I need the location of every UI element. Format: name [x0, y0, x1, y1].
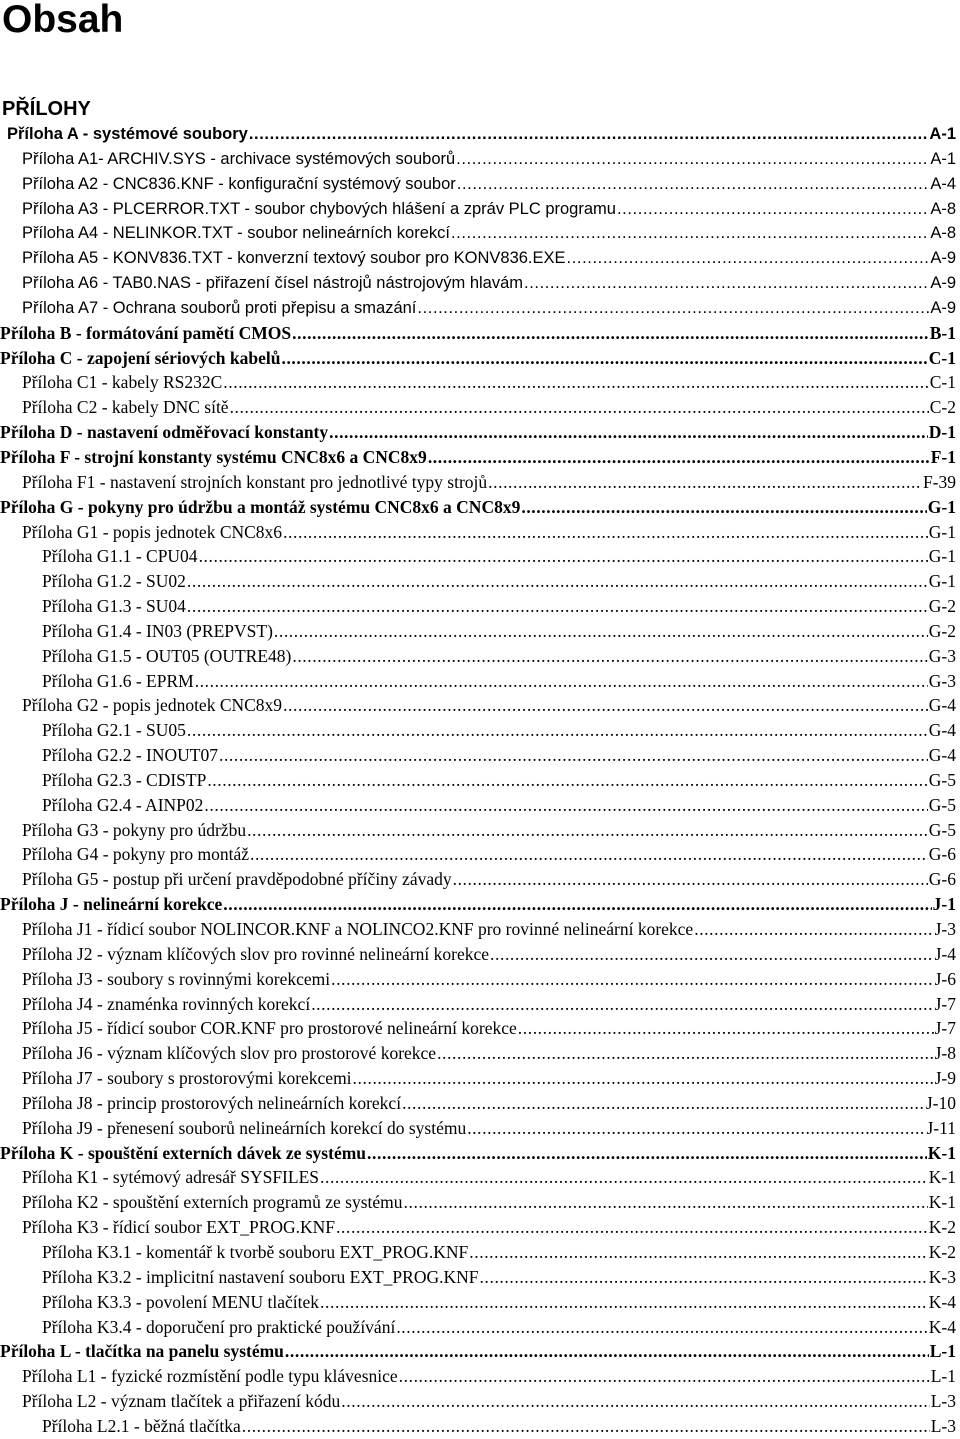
toc-entry-page-number: G-3: [928, 670, 956, 691]
dot-leader: [404, 1190, 928, 1215]
toc-entry[interactable]: [0, 793, 956, 818]
toc-entry-page-number: G-1: [928, 571, 956, 592]
toc-entry-page-number: A-8: [930, 224, 956, 243]
toc-entry[interactable]: [0, 967, 956, 992]
toc-entry[interactable]: [0, 1190, 956, 1215]
toc-entry-page-number: B-1: [929, 322, 956, 343]
toc-entry-page-number: G-4: [928, 695, 956, 716]
toc-entry[interactable]: [0, 520, 956, 545]
dot-leader: [329, 420, 928, 445]
toc-entry-label: Příloha G4 - pokyny pro montáž: [22, 844, 249, 865]
toc-entry-page-number: D-1: [928, 422, 956, 443]
dot-leader: [274, 619, 928, 644]
toc-entry-label: Příloha K2 - spouštění externích programů ze systému: [22, 1192, 403, 1213]
toc-entry[interactable]: [0, 1041, 956, 1066]
toc-entry-label: Příloha L - tlačítka na panelu systému: [0, 1341, 284, 1362]
toc-entry[interactable]: [0, 743, 956, 768]
toc-entry-label: Příloha J - nelineární korekce: [0, 894, 223, 915]
toc-entry-label: Příloha A1- ARCHIV.SYS - archivace systémových souborů: [22, 149, 456, 168]
dot-leader: [694, 917, 933, 942]
dot-leader: [242, 1414, 930, 1439]
toc-entry-label: Příloha D - nastavení odměřovací konstanty: [0, 422, 329, 443]
dot-leader: [223, 892, 931, 917]
toc-entry-label: Příloha J3 - soubory s rovinnými korekcemi: [22, 968, 331, 989]
toc-entry-label: Příloha B - formátování pamětí CMOS: [0, 322, 292, 343]
toc-entry-page-number: J-9: [934, 1068, 956, 1089]
toc-entry-page-number: G-5: [928, 769, 956, 790]
dot-leader: [457, 172, 930, 197]
dot-leader: [283, 520, 928, 545]
toc-entry[interactable]: [0, 768, 956, 793]
dot-leader: [320, 1290, 928, 1315]
toc-entry[interactable]: [0, 992, 956, 1017]
toc-entry[interactable]: [0, 669, 956, 694]
toc-entry[interactable]: [0, 1389, 956, 1414]
dot-leader: [199, 544, 928, 569]
toc-entry[interactable]: [0, 1141, 956, 1166]
toc-entry-page-number: J-7: [934, 993, 956, 1014]
toc-entry-page-number: J-6: [934, 968, 956, 989]
toc-entry-label: Příloha K1 - sytémový adresář SYSFILES: [22, 1167, 319, 1188]
toc-entry[interactable]: [0, 1215, 956, 1240]
toc-entry-page-number: G-1: [928, 546, 956, 567]
toc-entry[interactable]: [0, 619, 956, 644]
toc-entry-label: Příloha G1.5 - OUT05 (OUTRE48): [42, 645, 292, 666]
toc-entry-label: Příloha G2.1 - SU05: [42, 720, 186, 741]
toc-entry[interactable]: [0, 1091, 956, 1116]
toc-entry-label: Příloha K3.1 - komentář k tvorbě souboru EXT_PROG.KNF: [42, 1241, 469, 1262]
dot-leader: [453, 867, 928, 892]
toc-entry[interactable]: [0, 644, 956, 669]
toc-entry[interactable]: [0, 942, 956, 967]
dot-leader: [187, 594, 928, 619]
dot-leader: [456, 147, 929, 172]
toc-entry-label: Příloha L1 - fyzické rozmístění podle typu klávesnice: [22, 1366, 398, 1387]
dot-leader: [195, 669, 928, 694]
toc-entry-label: Příloha J1 - řídicí soubor NOLINCOR.KNF a NOLINCO2.KNF pro rovinné nelineární korekce: [22, 919, 694, 939]
dot-leader: [341, 1389, 929, 1414]
toc-entry[interactable]: [0, 445, 956, 470]
toc-entry[interactable]: [0, 246, 956, 271]
toc-entry-page-number: K-2: [928, 1217, 956, 1238]
dot-leader: [249, 122, 929, 147]
toc-entry-page-number: K-1: [928, 1167, 956, 1188]
dot-leader: [521, 495, 926, 520]
toc-entry-page-number: J-10: [925, 1092, 956, 1113]
toc-entry-page-number: J-11: [926, 1117, 956, 1138]
toc-entry[interactable]: [0, 1315, 956, 1340]
toc-entry-label: Příloha K3.2 - implicitní nastavení souboru EXT_PROG.KNF: [42, 1266, 479, 1287]
toc-entry[interactable]: [0, 147, 956, 172]
toc-entry-label: Příloha J6 - význam klíčových slov pro prostorové korekce: [22, 1043, 437, 1064]
toc-entry[interactable]: [0, 818, 956, 843]
toc-entry-label: Příloha A7 - Ochrana souborů proti přepisu a smazání: [22, 298, 417, 317]
dot-leader: [219, 743, 928, 768]
dot-leader: [451, 221, 929, 246]
toc-entry-page-number: G-2: [928, 620, 956, 641]
toc-entry-label: Příloha G1.3 - SU04: [42, 596, 186, 617]
dot-leader: [353, 1066, 934, 1091]
toc-entry[interactable]: [0, 271, 956, 296]
toc-entry-page-number: K-1: [927, 1142, 956, 1163]
dot-leader: [311, 992, 933, 1017]
toc-entry-page-number: G-1: [928, 521, 956, 542]
toc-entry-label: Příloha J2 - význam klíčových slov pro rovinné nelineární korekce: [22, 943, 490, 964]
toc-entry-label: Příloha G3 - pokyny pro údržbu: [22, 819, 247, 840]
toc-entry-label: Příloha G1.1 - CPU04: [42, 546, 198, 567]
toc-entry[interactable]: [0, 197, 956, 222]
toc-entry-page-number: J-7: [934, 1018, 956, 1039]
toc-entry-label: Příloha G - pokyny pro údržbu a montáž systému CNC8x6 a CNC8x9: [0, 496, 521, 517]
toc-entry-label: Příloha K3 - řídicí soubor EXT_PROG.KNF: [22, 1217, 336, 1238]
toc-entry-label: Příloha G1 - popis jednotek CNC8x6: [22, 521, 283, 542]
toc-entry-page-number: K-2: [928, 1241, 956, 1262]
toc-entry-label: Příloha G1.4 - IN03 (PREPVST): [42, 620, 273, 641]
toc-entry-page-number: K-3: [928, 1266, 956, 1287]
toc-entry-label: Příloha L2 - význam tlačítek a přiřazení kódu: [22, 1391, 341, 1412]
toc-entry-page-number: L-3: [930, 1415, 956, 1436]
toc-entry-page-number: A-9: [930, 298, 956, 317]
dot-leader: [250, 842, 928, 867]
dot-leader: [285, 1339, 929, 1364]
toc-entry[interactable]: [0, 867, 956, 892]
toc-entry[interactable]: [0, 1339, 956, 1364]
toc-entry[interactable]: [0, 172, 956, 197]
dot-leader: [367, 1141, 927, 1166]
toc-entry-page-number: G-6: [928, 869, 956, 890]
toc-entry-page-number: G-4: [928, 745, 956, 766]
toc-entry[interactable]: [0, 1066, 956, 1091]
dot-leader: [292, 321, 929, 346]
toc-entry[interactable]: [0, 693, 956, 718]
dot-leader: [187, 718, 928, 743]
toc-entry[interactable]: [0, 1290, 956, 1315]
dot-leader: [518, 1016, 934, 1041]
dot-leader: [331, 967, 933, 992]
dot-leader: [490, 942, 934, 967]
toc-entry-label: Příloha K3.3 - povolení MENU tlačítek: [42, 1291, 320, 1312]
toc-entry[interactable]: [0, 569, 956, 594]
dot-leader: [617, 197, 929, 222]
dot-leader: [247, 818, 928, 843]
toc-entry[interactable]: [0, 594, 956, 619]
dot-leader: [437, 1041, 934, 1066]
toc-entry-page-number: G-3: [928, 645, 956, 666]
toc-entry-label: Příloha J7 - soubory s prostorovými korekcemi: [22, 1068, 352, 1089]
toc-entry-label: Příloha C1 - kabely RS232C: [22, 372, 223, 393]
toc-entry-label: Příloha A4 - NELINKOR.TXT - soubor nelineárních korekcí: [22, 224, 450, 243]
toc-entry-page-number: G-4: [928, 720, 956, 741]
toc-entry-page-number: G-5: [928, 794, 956, 815]
toc-entry-label: Příloha A2 - CNC836.KNF - konfigurační systémový soubor: [22, 174, 456, 193]
toc-entry[interactable]: [0, 718, 956, 743]
toc-entry-page-number: J-4: [934, 943, 956, 964]
toc-entry-page-number: K-1: [928, 1192, 956, 1213]
toc-entry-label: Příloha A5 - KONV836.TXT - konverzní textový soubor pro KONV836.EXE: [22, 249, 566, 268]
toc-entry-label: Příloha J5 - řídicí soubor COR.KNF pro prostorové nelineární korekce: [22, 1018, 517, 1039]
toc-entry-label: Příloha G5 - postup při určení pravděpodobné příčiny závady: [22, 869, 452, 890]
dot-leader: [402, 1091, 925, 1116]
toc-entry[interactable]: [0, 122, 956, 147]
toc-entry[interactable]: [0, 395, 956, 420]
toc-entry-label: Příloha A3 - PLCERROR.TXT - soubor chybových hlášení a zpráv PLC programu: [22, 199, 616, 218]
toc-entry[interactable]: [0, 495, 956, 520]
toc-entry[interactable]: [0, 370, 956, 395]
toc-entry-label: Příloha G2.4 - AINP02: [42, 794, 204, 815]
section-heading: PŘÍLOHY: [2, 98, 91, 120]
dot-leader: [292, 644, 927, 669]
toc-entry[interactable]: [0, 1265, 956, 1290]
toc-entry[interactable]: [0, 1240, 956, 1265]
toc-entry[interactable]: [0, 1116, 956, 1141]
toc-entry-label: Příloha J4 - znaménka rovinných korekcí: [22, 993, 311, 1014]
toc-entry-label: Příloha G2.3 - CDISTP: [42, 769, 207, 790]
dot-leader: [428, 445, 930, 470]
toc-entry[interactable]: [0, 321, 956, 346]
dot-leader: [524, 271, 929, 296]
toc-entry-page-number: A-9: [930, 274, 956, 293]
toc-entry-label: Příloha C2 - kabely DNC sítě: [22, 397, 229, 418]
toc-entry-label: Příloha F1 - nastavení strojních konstant pro jednotlivé typy strojů: [22, 471, 488, 492]
dot-leader: [480, 1265, 928, 1290]
dot-leader: [396, 1315, 927, 1340]
dot-leader: [467, 1116, 925, 1141]
toc-entry-page-number: G-2: [928, 596, 956, 617]
toc-entry[interactable]: [0, 1165, 956, 1190]
toc-entry-page-number: C-2: [929, 397, 956, 418]
toc-entry[interactable]: [0, 892, 956, 917]
dot-leader: [469, 1240, 928, 1265]
toc-entry-label: Příloha G2 - popis jednotek CNC8x9: [22, 695, 283, 716]
toc-entry[interactable]: [0, 470, 956, 495]
toc-entry-page-number: C-1: [929, 372, 956, 393]
toc-entry-page-number: G-5: [928, 819, 956, 840]
dot-leader: [320, 1165, 928, 1190]
toc-entry-page-number: J-8: [934, 1043, 956, 1064]
toc-entry-page-number: A-1: [930, 149, 956, 168]
toc-entry-label: Příloha A - systémové soubory: [7, 125, 248, 143]
dot-leader: [488, 470, 922, 495]
toc-entry-page-number: A-1: [929, 125, 956, 143]
toc-entry[interactable]: [0, 1016, 956, 1041]
dot-leader: [223, 370, 928, 395]
toc-entry-label: Příloha G2.2 - INOUT07: [42, 745, 218, 766]
toc-entry-page-number: K-4: [928, 1316, 956, 1337]
toc-entry-label: Příloha C - zapojení sériových kabelů: [0, 347, 281, 368]
toc-entry-label: Příloha F - strojní konstanty systému CNC8x6 a CNC8x9: [0, 446, 427, 467]
toc-entry-label: Příloha K - spouštění externích dávek ze systému: [0, 1142, 367, 1163]
toc-entry[interactable]: [0, 917, 956, 942]
toc-entry-page-number: C-1: [928, 347, 956, 368]
toc-entry-page-number: J-3: [934, 919, 956, 939]
dot-leader: [207, 768, 927, 793]
toc-entry[interactable]: [0, 1364, 956, 1389]
dot-leader: [567, 246, 930, 271]
toc-entry-label: Příloha L2.1 - běžná tlačítka: [42, 1415, 241, 1436]
toc-entry-page-number: F-39: [922, 471, 956, 492]
toc-entry-page-number: A-4: [930, 174, 956, 193]
toc-entry[interactable]: [0, 296, 956, 321]
toc-entry[interactable]: [0, 420, 956, 445]
dot-leader: [187, 569, 928, 594]
toc-entry-page-number: G-1: [927, 496, 956, 517]
dot-leader: [204, 793, 927, 818]
table-of-contents: [0, 122, 956, 1439]
toc-entry-label: Příloha J8 - princip prostorových nelineárních korekcí: [22, 1092, 402, 1113]
toc-entry-label: Příloha G1.6 - EPRM: [42, 670, 194, 691]
dot-leader: [417, 296, 929, 321]
toc-entry-page-number: L-1: [930, 1366, 956, 1387]
toc-entry-label: Příloha J9 - přenesení souborů nelineárních korekcí do systému: [22, 1117, 467, 1138]
toc-entry-page-number: L-3: [930, 1391, 956, 1412]
toc-entry-page-number: F-1: [930, 446, 956, 467]
dot-leader: [399, 1364, 930, 1389]
toc-entry-page-number: A-9: [930, 249, 956, 268]
toc-entry-label: Příloha G1.2 - SU02: [42, 571, 186, 592]
dot-leader: [283, 693, 928, 718]
toc-entry-page-number: G-6: [928, 844, 956, 865]
toc-entry[interactable]: [0, 346, 956, 371]
dot-leader: [281, 346, 927, 371]
toc-entry-label: Příloha A6 - TAB0.NAS - přiřazení čísel nástrojů nástrojovým hlavám: [22, 274, 524, 293]
toc-entry[interactable]: [0, 1414, 956, 1439]
dot-leader: [336, 1215, 928, 1240]
toc-entry-page-number: J-1: [932, 894, 956, 915]
toc-entry[interactable]: [0, 221, 956, 246]
toc-entry[interactable]: [0, 842, 956, 867]
page-title: Obsah: [2, 0, 124, 41]
toc-entry-page-number: L-1: [929, 1341, 956, 1362]
toc-entry[interactable]: [0, 544, 956, 569]
toc-entry-page-number: A-8: [930, 199, 956, 218]
toc-entry-label: Příloha K3.4 - doporučení pro praktické používání: [42, 1316, 396, 1337]
toc-entry-page-number: K-4: [928, 1291, 956, 1312]
dot-leader: [230, 395, 929, 420]
